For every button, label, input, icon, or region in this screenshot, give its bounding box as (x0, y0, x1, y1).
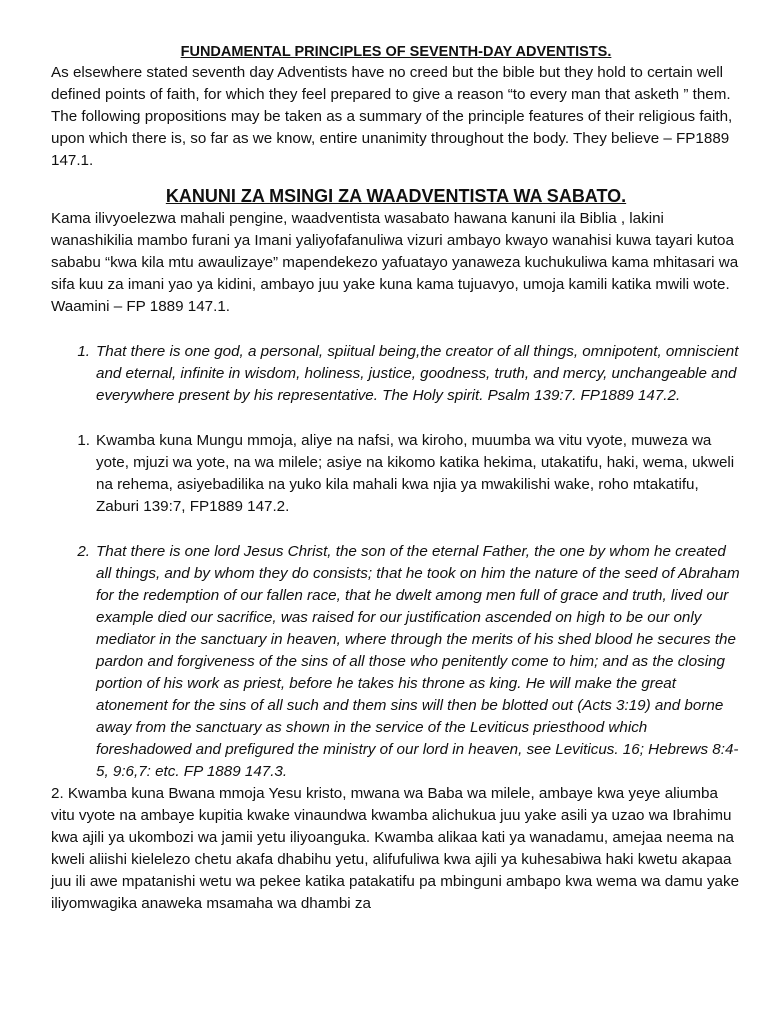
list-item-2-swahili: 2. Kwamba kuna Bwana mmoja Yesu kristo, mwana wa Baba wa milele, ambaye kwa yeye aliumba vitu vyote na ambaye kupitia kwake vinaundwa kwamba alichukua juu yake asili ya uzao wa Ibrahimu kwa ajili ya ukombozi wa jamii yetu iliyoanguka. Kwamba alikaa kati ya wanadamu, amejaa neema na kweli aliishi kielelezo chetu akafa dhabihu yetu, alifufuliwa kwa ajili ya kuhesabiwa haki kwetu akapaa juu ili awe mpatanishi wetu wa pekee katika patakatifu pa mbinguni ambapo kwa wema wa damu yake iliyomwagika anaweka msamaha wa dhambi za (51, 785, 740, 912)
list-item-text: Kwamba kuna Mungu mmoja, aliye na nafsi, wa kiroho, muumba wa vitu vyote, muweza wa yote, mjuzi wa yote, na wa milele; asiye na kikomo katika hekima, utakatifu, haki, wema, ukweli na rehema, asiyebadilika na yuko kila mahali kwa njia ya mwakilishi wake, roho mtakatifu, Zaburi 139:7, FP1889 147.2. (96, 432, 735, 515)
document-page (51, 42, 741, 915)
list-number: 1. (77, 432, 90, 449)
title-swahili: KANUNI ZA MSINGI ZA WAADVENTISTA WA SABATO. (165, 186, 627, 206)
list-item-1-swahili (51, 430, 741, 518)
intro-english: As elsewhere stated seventh day Adventists have no creed but the bible but they hold to certain well defined points of faith, for which they feel prepared to give a reason “to every man that asketh ” them. The following propositions may be taken as a summary of the principle features of their religious faith, upon which there is, so far as we know, entire unanimity throughout the body. They believe – FP1889 147.1. (51, 64, 733, 169)
list-number: 2. (77, 543, 90, 560)
list-number: 1. (77, 343, 90, 360)
list-item-2-english (51, 541, 741, 783)
title-english: FUNDAMENTAL PRINCIPLES OF SEVENTH-DAY ADVENTISTS. (180, 44, 612, 60)
list-item-1-english (51, 341, 741, 407)
list-item-text: That there is one lord Jesus Christ, the son of the eternal Father, the one by whom he created all things, and by whom they do consists; that he took on him the nature of the seed of Abraham for the redemption of our fallen race, that he dwelt among men full of grace and truth, lived our example died our sacrifice, was raised for our justification ascended on high to be our only mediator in the sanctuary in heaven, where through the merits of his shed blood he secures the pardon and forgiveness of the sins of all those who penitently come to him; and as the closing portion of his work as priest, before he takes his throne as king. He will make the great atonement for the sins of all such and them sins will then be blotted out (Acts 3:19) and borne away from the sanctuary as shown in the service of the Leviticus priesthood which foreshadowed and prefigured the ministry of our lord in heaven, see Leviticus. 16; Hebrews 8:4-5, 9:6,7: etc. FP 1889 147.3. (96, 543, 740, 780)
list-item-text: That there is one god, a personal, spiitual being,the creator of all things, omnipotent, omniscient and eternal, infinite in wisdom, holiness, justice, goodness, truth, and mercy, unchangeable and everywhere present by his representative. The Holy spirit. Psalm 139:7. FP1889 147.2. (96, 343, 739, 404)
intro-swahili: Kama ilivyoelezwa mahali pengine, waadventista wasabato hawana kanuni ila Biblia , lakini wanashikilia mambo furani ya Imani yaliyofafanuliwa vizuri ambayo kwayo wanahisi kuwa tayari kutoa sababu “kwa kila mtu awaulizaye” mapendekezo yafuatayo yanaweza kuchukuliwa kama mhitasari wa sifa kuu za imani yao ya kidini, ambayo juu yake kuna kama tujuavyo, umoja kamili katika mwili wote. Waamini – FP 1889 147.1. (51, 210, 739, 315)
